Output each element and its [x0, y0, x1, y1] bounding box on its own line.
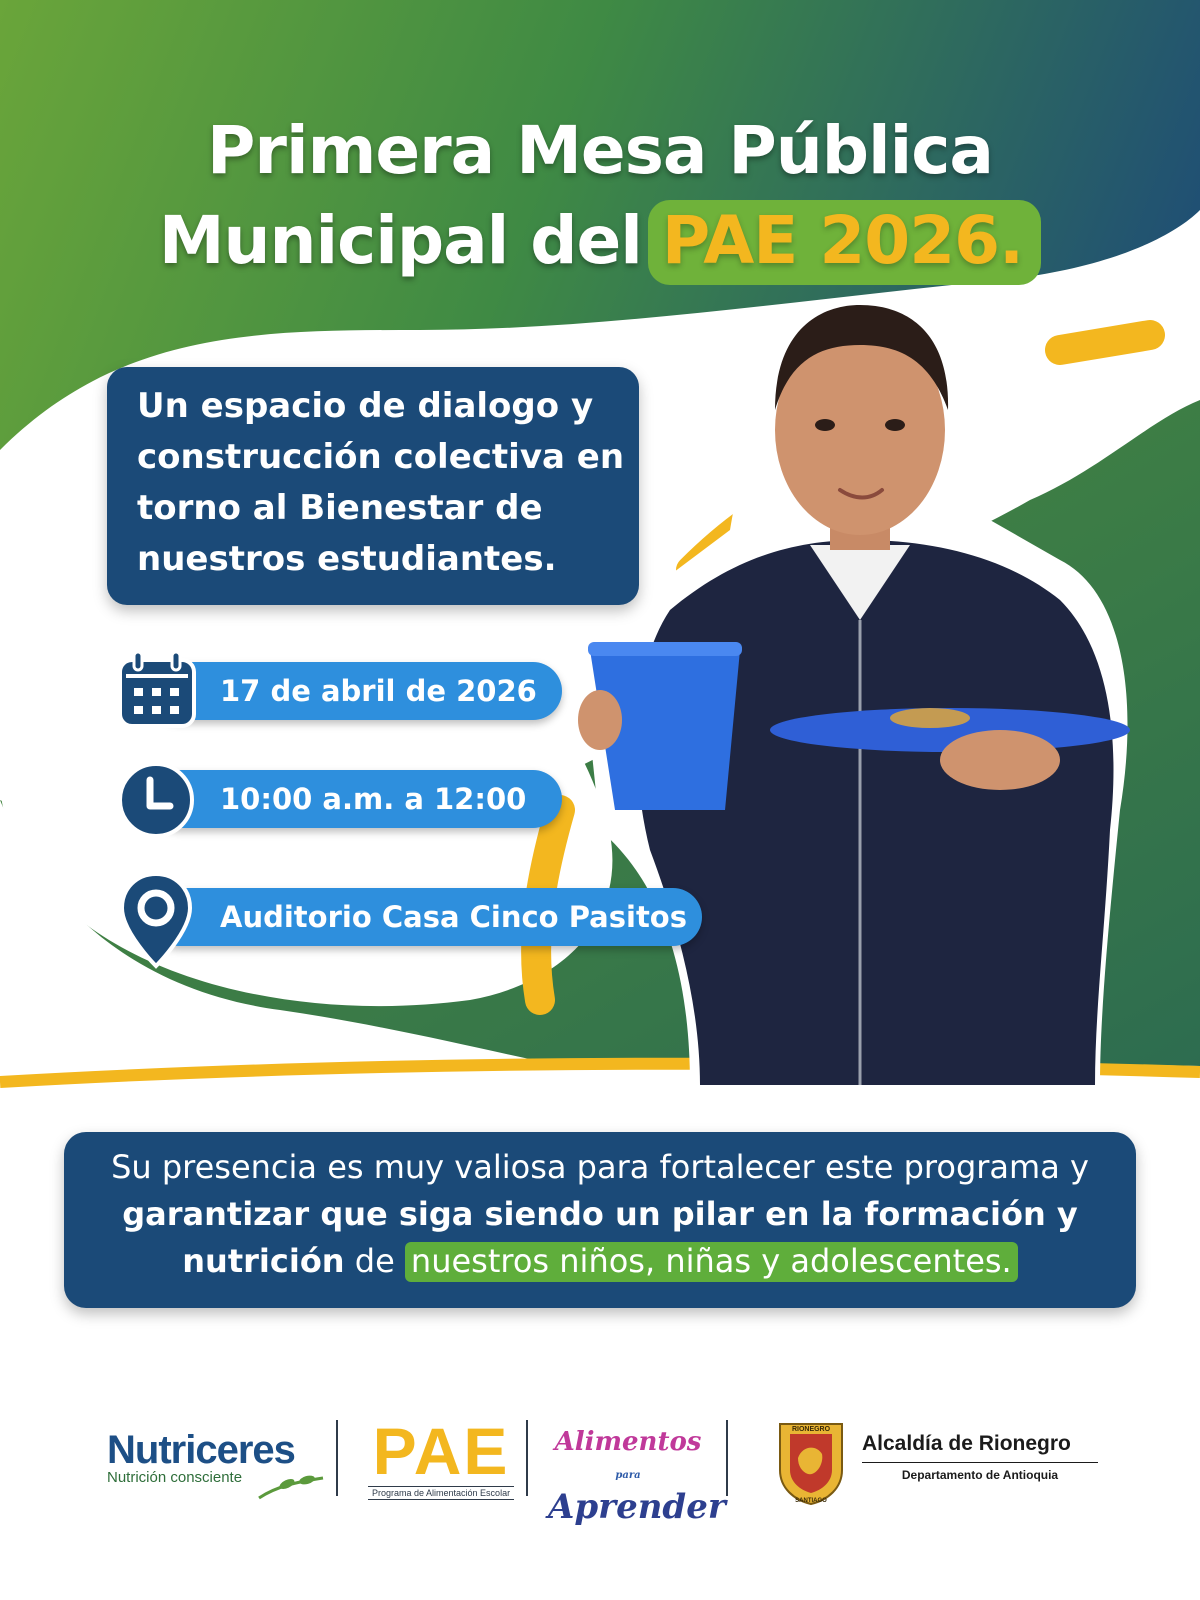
title-prefix: Municipal del: [158, 202, 642, 279]
intro-card: [107, 367, 639, 605]
pae-logo: [368, 1414, 514, 1500]
location-pin-icon: [118, 870, 194, 970]
event-time: 10:00 a.m. a 12:00 m.: [220, 782, 527, 874]
cta-part-3: de: [344, 1242, 405, 1280]
alcaldia-name: Alcaldía de Rionegro: [862, 1432, 1071, 1455]
logo-separator: [336, 1420, 338, 1496]
aprender-word: Aprender: [548, 1487, 726, 1527]
logo-separator: [726, 1420, 728, 1496]
leaf-icon: [257, 1472, 327, 1502]
page-title-line-2: [0, 200, 1200, 285]
cta-highlight: nuestros niños, niñas y adolescentes.: [405, 1242, 1018, 1282]
pae-name: PAE: [372, 1414, 510, 1488]
logo-separator: [526, 1420, 528, 1496]
shield-top-label: RIONEGRO: [791, 1426, 831, 1433]
event-date-pill: [150, 662, 562, 720]
title-highlight: PAE 2026.: [648, 200, 1041, 285]
pae-tagline: Programa de Alimentación Escolar: [368, 1486, 514, 1500]
cta-text: [64, 1144, 1136, 1285]
rionegro-shield-icon: [776, 1418, 846, 1506]
nutriceres-logo: [107, 1428, 295, 1486]
clock-icon: [116, 760, 196, 840]
event-place-pill: [150, 888, 702, 946]
alcaldia-department: Departamento de Antioquia: [901, 1468, 1059, 1482]
nutriceres-tagline: Nutrición consciente: [107, 1469, 243, 1486]
alcaldia-divider: [862, 1462, 1098, 1463]
alimentos-word: Alimentos: [554, 1427, 702, 1457]
alcaldia-logo: [776, 1418, 1071, 1510]
event-time-pill: [150, 770, 562, 874]
cta-part-1: Su presencia es muy valiosa para fortalecer este programa y: [111, 1148, 1089, 1186]
shield-bottom-label: SANTIAGO: [795, 1498, 827, 1504]
para-word: para: [615, 1470, 641, 1481]
page-title-line-1: Primera Mesa Pública: [207, 112, 993, 189]
calendar-icon: [118, 650, 196, 730]
cta-part-2: garantizar que siga siendo un pilar en la formación y nutrición: [122, 1195, 1078, 1280]
nutriceres-name: Nutriceres: [107, 1428, 295, 1472]
cta-card: [64, 1132, 1136, 1308]
student-photo: [560, 290, 1160, 1085]
intro-text: Un espacio de dialogo y construcción colectiva en torno al Bienestar de nuestros estudiantes.: [137, 386, 625, 579]
alimentos-para-aprender-logo: [548, 1427, 726, 1527]
event-date: 17 de abril de 2026: [220, 674, 537, 708]
event-place: Auditorio Casa Cinco Pasitos: [220, 900, 687, 934]
